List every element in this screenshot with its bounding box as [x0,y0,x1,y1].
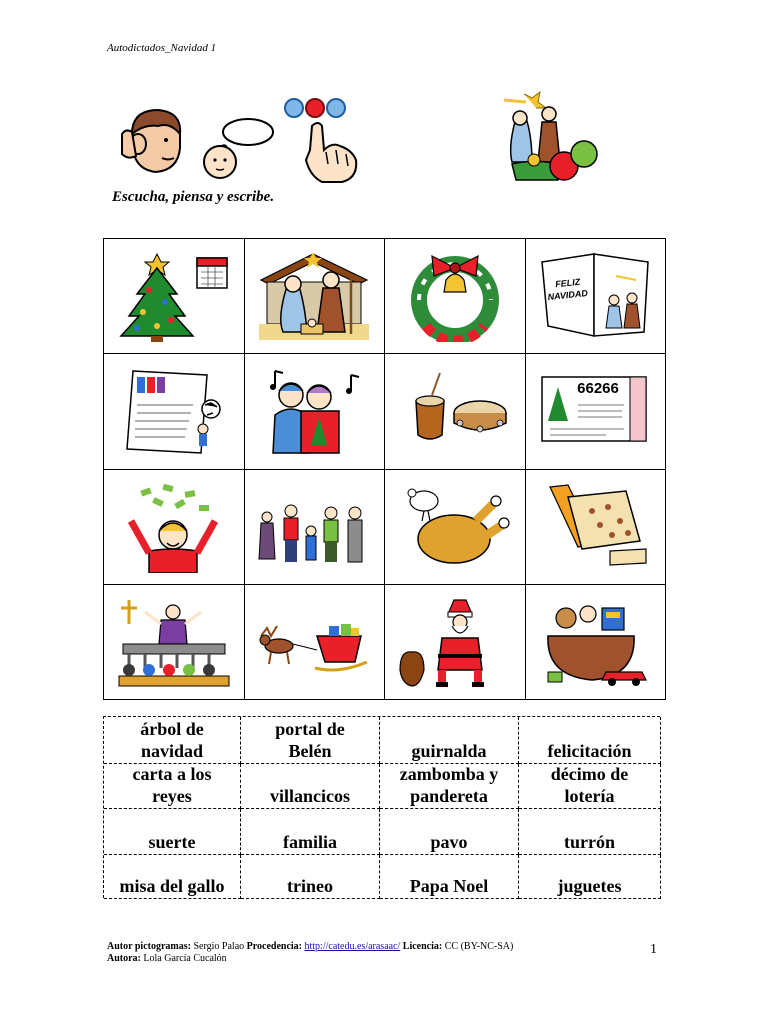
credits-footer [107,941,513,965]
letter-icon [115,365,233,457]
cell-zambomba-tambourine [385,354,526,469]
word-label: turrón [564,832,615,852]
word-cell [380,855,519,899]
pictogram-grid [103,238,666,700]
word-label: guirnalda [411,741,487,761]
word-grid [103,716,660,898]
cell-wreath [385,239,526,354]
word-label: pavo [430,832,468,852]
word-cell [380,717,519,764]
word-cell [380,809,519,855]
carolers-icon [255,365,373,457]
word-label: Papa Noel [409,876,489,896]
credit-label: Autor pictogramas: [107,941,191,952]
instruction-text: Escucha, piensa y escribe. [112,189,275,205]
word-label: trineo [287,876,333,896]
source-link[interactable]: http://catedu.es/arasaac/ [304,941,401,952]
credits-line-1 [107,941,513,953]
credit-value: Lola García Cucalón [140,953,227,964]
word-cell [241,764,380,809]
cell-letter [104,354,245,469]
wreath-icon [396,250,514,342]
christmas-tree-icon [115,250,233,342]
cell-luck [104,470,245,585]
listen-icon [118,104,190,176]
word-cell [241,717,380,764]
word-label: juguetes [557,876,622,896]
word-cell [380,764,519,809]
cell-carolers [245,354,386,469]
cell-turkey [385,470,526,585]
word-cell [519,764,661,809]
word-cell [104,855,241,899]
midnight-mass-icon [115,596,233,688]
cell-sleigh [245,585,386,700]
cell-santa-claus [385,585,526,700]
word-cell [104,764,241,809]
think-icon [202,116,276,182]
turkey-icon [396,481,514,573]
word-label: familia [283,832,337,852]
nougat-icon [536,481,654,573]
word-cell [241,855,380,899]
toy-sack-icon [536,596,654,688]
cell-nougat [526,470,667,585]
cell-nativity-scene [245,239,386,354]
credit-label: Autora: [107,953,141,964]
cell-christmas-tree [104,239,245,354]
nativity-scene-icon [255,250,373,342]
word-label: árbol de navidad [140,719,204,761]
greeting-card-icon [536,250,654,342]
zambomba-tambourine-icon [396,365,514,457]
word-label: portal de Belén [275,719,345,761]
word-label: misa del gallo [119,876,225,896]
credit-value: CC (BY-NC-SA) [442,941,514,952]
word-label: felicitación [547,741,632,761]
sleigh-icon [255,596,373,688]
cell-family [245,470,386,585]
word-label: zambomba y pandereta [399,764,499,806]
family-icon [255,481,373,573]
word-cell [104,809,241,855]
credit-label: Licencia: [400,941,443,952]
lottery-ticket-icon [536,365,654,457]
card-text-2: NAVIDAD [547,288,589,303]
cell-greeting-card [526,239,667,354]
write-icon [282,94,364,184]
santa-claus-icon [396,596,514,688]
cell-midnight-mass [104,585,245,700]
document-header: Autodictados_Navidad 1 [107,42,217,54]
word-label: décimo de lotería [550,764,629,806]
lottery-number: 66266 [577,380,620,398]
word-cell [519,809,661,855]
word-label: carta a los reyes [132,764,212,806]
nativity-icon [498,88,602,184]
word-cell [519,855,661,899]
page-number: 1 [650,942,657,957]
word-cell [519,717,661,764]
luck-money-icon [115,481,233,573]
word-cell [241,809,380,855]
card-text-1: FELIZ [554,276,581,290]
credits-line-2 [107,953,513,965]
cell-toy-sack [526,585,667,700]
word-cell [104,717,241,764]
cell-lottery-ticket [526,354,667,469]
credit-label: Procedencia: [246,941,302,952]
word-label: villancicos [270,786,350,806]
word-label: suerte [148,832,196,852]
credit-value: Sergio Palao [190,941,247,952]
